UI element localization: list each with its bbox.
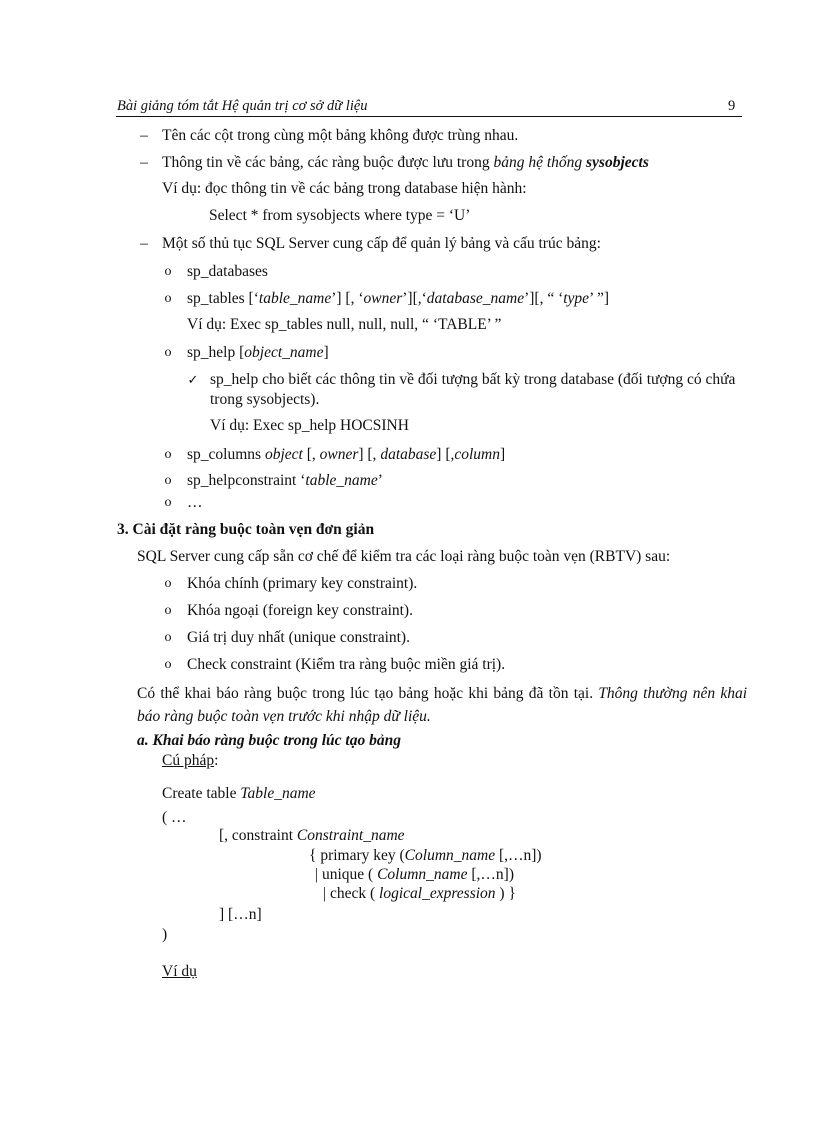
proc-item: … <box>187 494 203 511</box>
header-rule <box>116 116 742 117</box>
proc-item: sp_columns object [, owner] [, database] [,column] <box>187 446 506 463</box>
code-line: ] […n] <box>219 906 262 923</box>
circle-bullet-icon: o <box>164 264 172 279</box>
dash-bullet-icon: – <box>140 154 148 171</box>
proc-example: Ví dụ: Exec sp_tables null, null, null, “ ‘TABLE’ ” <box>187 316 502 333</box>
bullet-text: Một số thủ tục SQL Server cung cấp để quản lý bảng và cấu trúc bảng: <box>162 235 601 252</box>
code-line: | check ( logical_expression ) } <box>323 885 516 902</box>
code-line: { primary key (Column_name [,…n]) <box>309 847 542 864</box>
circle-bullet-icon: o <box>164 291 172 306</box>
dash-bullet-icon: – <box>140 127 148 144</box>
syntax-label: Cú pháp: <box>162 752 219 769</box>
proc-detail: sp_help cho biết các thông tin về đối tượng bất kỳ trong database (đối tượng có chứa trong sysobjects). <box>210 371 736 408</box>
section-intro: SQL Server cung cấp sẵn cơ chế để kiểm tra các loại ràng buộc toàn vẹn (RBTV) sau: <box>137 548 671 565</box>
section-paragraph: Có thể khai báo ràng buộc trong lúc tạo bảng hoặc khi bảng đã tồn tại. Thông thường nên khai báo ràng buộc toàn vẹn trước khi nhập dữ liệu. <box>137 685 747 725</box>
code-line: [, constraint Constraint_name <box>219 827 405 844</box>
code-line: ) <box>162 926 168 943</box>
proc-item: sp_databases <box>187 263 268 280</box>
circle-bullet-icon: o <box>164 657 172 672</box>
example-code: Select * from sysobjects where type = ‘U’ <box>209 207 471 224</box>
list-item: Khóa chính (primary key constraint). <box>187 575 418 592</box>
circle-bullet-icon: o <box>164 576 172 591</box>
list-item: Khóa ngoại (foreign key constraint). <box>187 602 413 619</box>
subsection-heading: a. Khai báo ràng buộc trong lúc tạo bảng <box>137 732 401 749</box>
circle-bullet-icon: o <box>164 447 172 462</box>
circle-bullet-icon: o <box>164 495 172 510</box>
bullet-text: Thông tin về các bảng, các ràng buộc được lưu trong bảng hệ thống sysobjects <box>162 154 649 171</box>
section-heading: 3. Cài đặt ràng buộc toàn vẹn đơn giản <box>117 521 375 538</box>
check-icon: ✓ <box>187 372 199 387</box>
circle-bullet-icon: o <box>164 345 172 360</box>
proc-example: Ví dụ: Exec sp_help HOCSINH <box>210 417 409 434</box>
page-number: 9 <box>728 98 736 114</box>
proc-item: sp_help [object_name] <box>187 344 329 361</box>
code-line: | unique ( Column_name [,…n]) <box>315 866 514 883</box>
code-line: ( … <box>162 809 187 826</box>
circle-bullet-icon: o <box>164 473 172 488</box>
bullet-text: Tên các cột trong cùng một bảng không được trùng nhau. <box>162 127 519 144</box>
proc-item: sp_helpconstraint ‘table_name’ <box>187 472 383 489</box>
header-title: Bài giảng tóm tắt Hệ quản trị cơ sở dữ liệu <box>117 98 368 114</box>
list-item: Giá trị duy nhất (unique constraint). <box>187 629 410 646</box>
circle-bullet-icon: o <box>164 630 172 645</box>
dash-bullet-icon: – <box>140 235 148 252</box>
example-label: Ví dụ: đọc thông tin về các bảng trong database hiện hành: <box>162 180 527 197</box>
list-item: Check constraint (Kiểm tra ràng buộc miền giá trị). <box>187 656 506 673</box>
code-line: Create table Table_name <box>162 785 316 802</box>
circle-bullet-icon: o <box>164 603 172 618</box>
proc-item: sp_tables [‘table_name’] [, ‘owner’][,‘database_name’][, “ ‘type’ ”] <box>187 290 609 307</box>
example-label: Ví dụ <box>162 963 197 980</box>
